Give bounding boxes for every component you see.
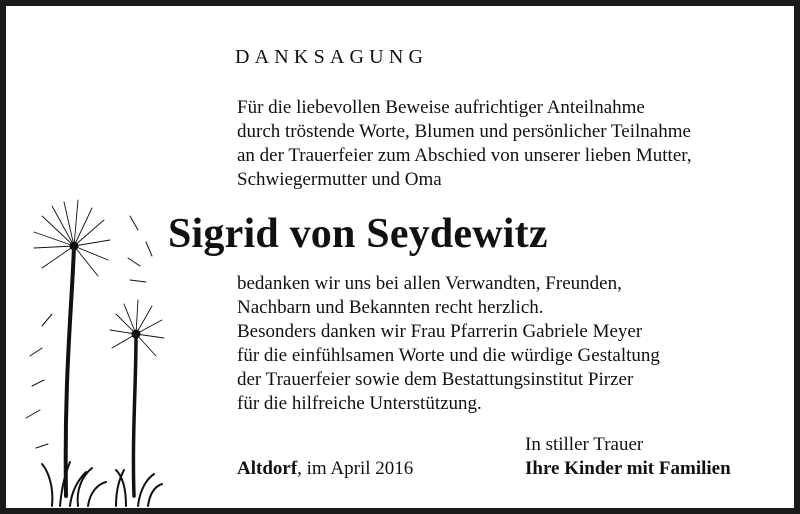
grass xyxy=(42,462,162,506)
body-line: bedanken wir uns bei allen Verwandten, Freunden, xyxy=(237,273,622,294)
intro-paragraph xyxy=(237,96,692,192)
body-line: der Trauerfeier sowie dem Bestattungsinstitut Pirzer xyxy=(237,369,634,390)
place-date xyxy=(237,458,413,480)
body-line: für die einfühlsamen Worte und die würdige Gestaltung xyxy=(237,345,660,366)
dandelion-illustration xyxy=(12,196,172,508)
deceased-name: Sigrid von Seydewitz xyxy=(168,211,548,257)
intro-line: durch tröstende Worte, Blumen und persönlicher Teilnahme xyxy=(237,121,691,142)
body-line: für die hilfreiche Unterstützung. xyxy=(237,393,482,414)
body-paragraph xyxy=(237,272,660,416)
intro-line: Schwiegermutter und Oma xyxy=(237,169,442,190)
signature-line: Ihre Kinder mit Familien xyxy=(525,458,731,479)
place-name: Altdorf xyxy=(237,458,298,479)
closing-line: In stiller Trauer xyxy=(525,434,644,455)
intro-line: an der Trauerfeier zum Abschied von unserer lieben Mutter, xyxy=(237,145,692,166)
body-line: Besonders danken wir Frau Pfarrerin Gabriele Meyer xyxy=(237,321,643,342)
tall-stem xyxy=(66,246,74,496)
notice-heading: DANKSAGUNG xyxy=(235,46,429,68)
short-dandelion-center xyxy=(132,330,140,338)
body-line: Nachbarn und Bekannten recht herzlich. xyxy=(237,297,544,318)
tall-dandelion-center xyxy=(70,242,78,250)
date-text: , im April 2016 xyxy=(297,458,414,479)
intro-line: Für die liebevollen Beweise aufrichtiger Anteilnahme xyxy=(237,97,645,118)
short-stem xyxy=(133,336,136,496)
